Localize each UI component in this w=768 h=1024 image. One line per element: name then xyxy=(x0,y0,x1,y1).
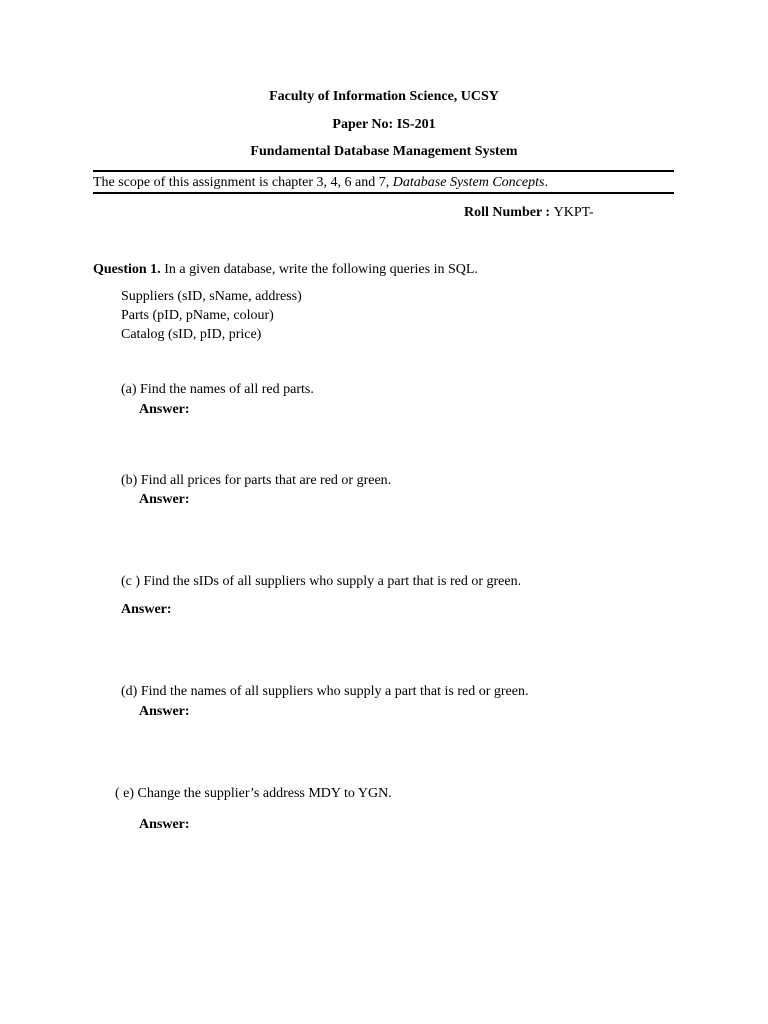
scope-line xyxy=(93,174,548,192)
question-label: Question 1. xyxy=(93,262,161,277)
part-a-prompt: (a) Find the names of all red parts. xyxy=(121,382,314,397)
part-e-answer-label: Answer: xyxy=(139,817,190,832)
scope-text: The scope of this assignment is chapter 3, 4, 6 and 7, xyxy=(93,175,393,190)
schema-suppliers: Suppliers (sID, sName, address) xyxy=(121,289,302,304)
bottom-rule xyxy=(93,192,674,194)
part-d-answer-label: Answer: xyxy=(139,704,190,719)
part-d-prompt: (d) Find the names of all suppliers who supply a part that is red or green. xyxy=(121,684,529,699)
scope-book: Database System Concepts xyxy=(392,175,545,190)
roll-label: Roll Number xyxy=(464,205,542,220)
part-b-answer-label: Answer: xyxy=(139,492,190,507)
part-c-prompt: (c ) Find the sIDs of all suppliers who supply a part that is red or green. xyxy=(121,574,522,589)
part-e-prompt: ( e) Change the supplier’s address MDY to YGN. xyxy=(115,786,392,801)
part-a-answer-label: Answer: xyxy=(139,402,190,417)
question-heading xyxy=(93,261,478,279)
top-rule xyxy=(93,170,674,172)
schema-parts: Parts (pID, pName, colour) xyxy=(121,308,274,323)
schema-catalog: Catalog (sID, pID, price) xyxy=(121,327,262,342)
roll-separator: : xyxy=(541,205,554,220)
part-b-prompt: (b) Find all prices for parts that are red or green. xyxy=(121,473,392,488)
question-text: In a given database, write the following queries in SQL. xyxy=(160,262,478,277)
paper-number: Paper No: IS-201 xyxy=(332,117,436,132)
roll-number xyxy=(464,204,594,222)
faculty-title: Faculty of Information Science, UCSY xyxy=(269,89,499,104)
course-title: Fundamental Database Management System xyxy=(250,144,518,159)
part-c-answer-label: Answer: xyxy=(121,602,172,617)
roll-value: YKPT- xyxy=(553,205,594,220)
scope-end: . xyxy=(544,175,548,190)
